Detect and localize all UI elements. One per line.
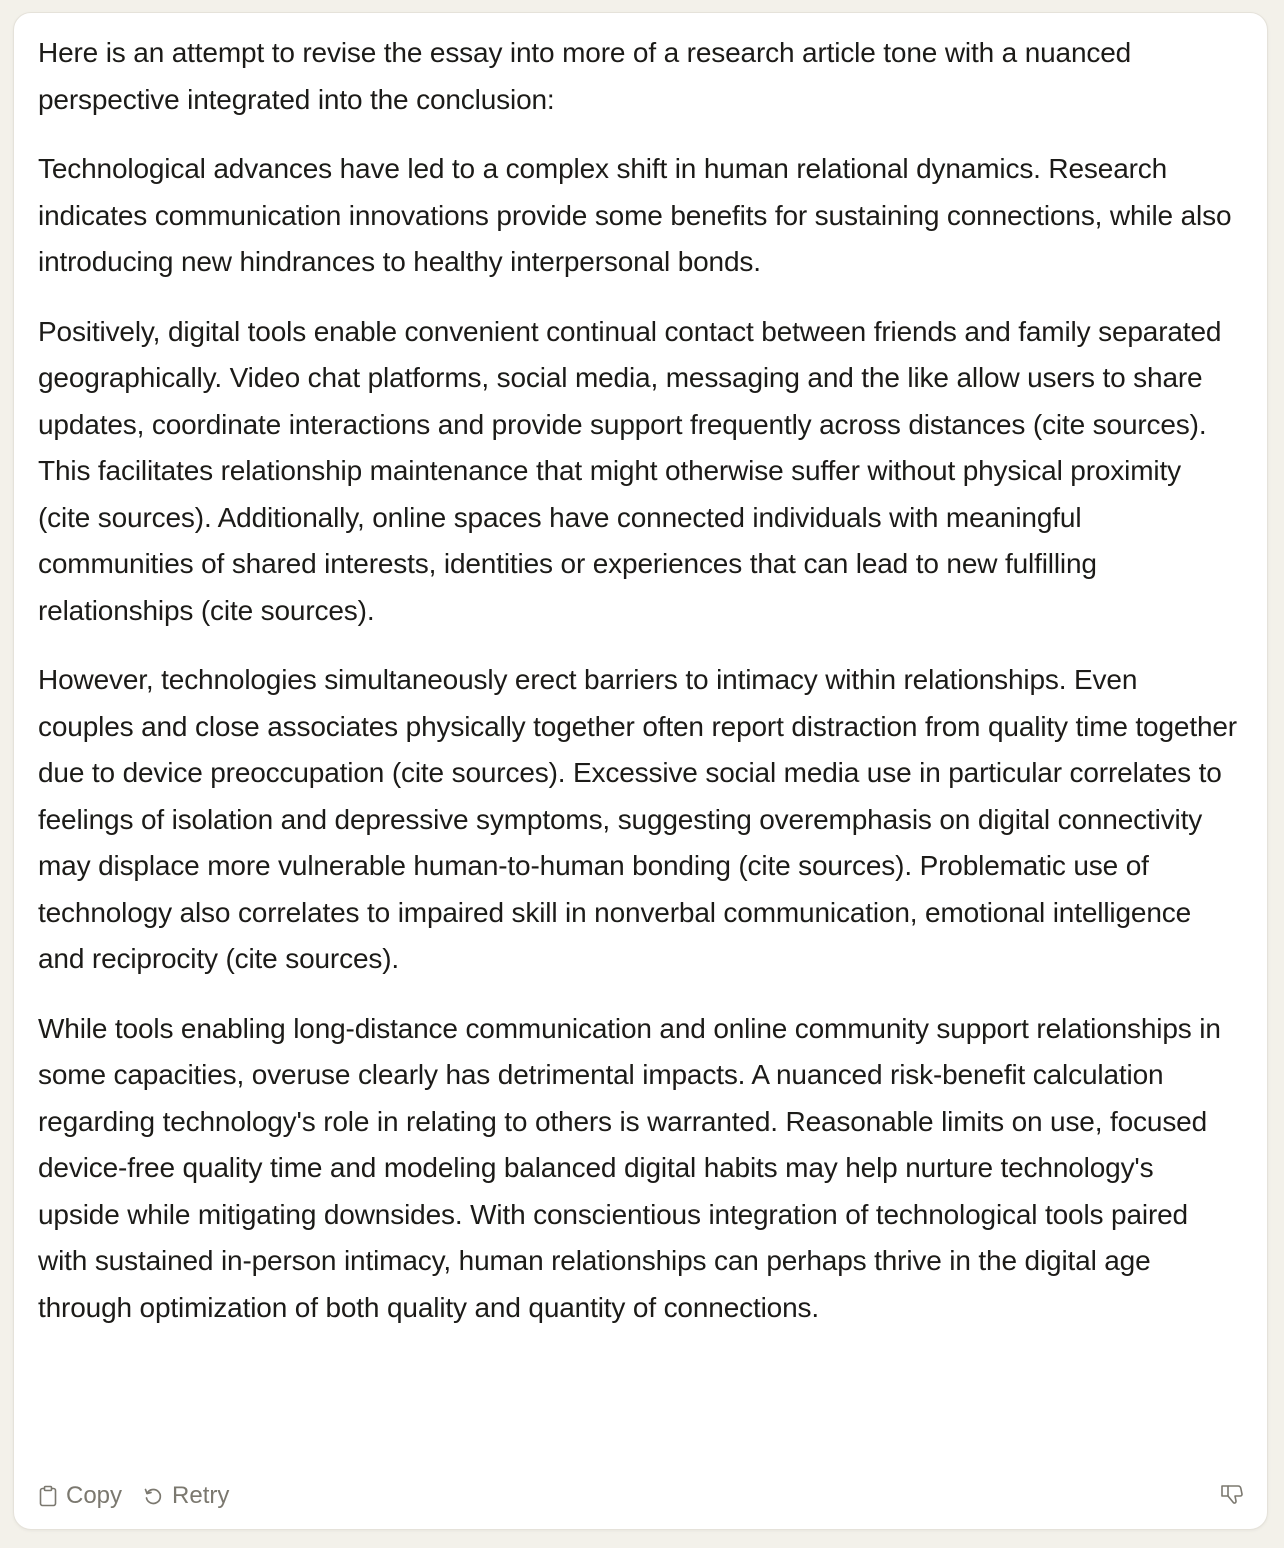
copy-label: Copy — [66, 1482, 123, 1509]
retry-button[interactable] — [142, 1482, 229, 1510]
thumbs-down-button[interactable] — [1219, 1483, 1245, 1509]
message-paragraph-benefits: Positively, digital tools enable convenient continual contact between friends and family separated geographically. Video chat platforms, social media, messaging and the like allow users to share updates, coordinate interactions and provide support frequently across distances (cite sources). This facilitates relationship maintenance that might otherwise suffer without physical proximity (cite sources). Additionally, online spaces have connected individuals with meaningful communities of shared interests, identities or experiences that can lead to new fulfilling relationships (cite sources). — [38, 315, 1222, 626]
message-paragraph-overview: Technological advances have led to a complex shift in human relational dynamics. Research indicates communication innovations provide some benefits for sustaining connections, while also introducing new hindrances to healthy interpersonal bonds. — [38, 153, 1232, 277]
copy-button[interactable] — [38, 1482, 122, 1510]
clipboard-icon — [38, 1485, 58, 1507]
message-actions — [38, 1479, 229, 1513]
thumbs-down-icon — [1220, 1483, 1244, 1510]
message-paragraph-conclusion: While tools enabling long-distance communication and online community support relationships in some capacities, overuse clearly has detrimental impacts. A nuanced risk-benefit calculation regarding technology's role in relating to others is warranted. Reasonable limits on use, focused device-free quality time and modeling balanced digital habits may help nurture technology's upside while mitigating downsides. With conscientious integration of technological tools paired with sustained in-person intimacy, human relationships can perhaps thrive in the digital age through optimization of both quality and quantity of connections. — [38, 1012, 1221, 1323]
message-body — [38, 30, 1238, 1354]
retry-icon — [142, 1485, 164, 1507]
message-paragraph-intro: Here is an attempt to revise the essay into more of a research article tone with a nuanced perspective integrated into the conclusion: — [38, 37, 1132, 115]
assistant-message-card — [13, 12, 1268, 1530]
retry-label: Retry — [172, 1482, 230, 1509]
message-paragraph-barriers: However, technologies simultaneously erect barriers to intimacy within relationships. Even couples and close associates physically together often report distraction from quality time together due to device preoccupation (cite sources). Excessive social media use in particular correlates to feelings of isolation and depressive symptoms, suggesting overemphasis on digital connectivity may displace more vulnerable human-to-human bonding (cite sources). Problematic use of technology also correlates to impaired skill in nonverbal communication, emotional intelligence and reciprocity (cite sources). — [38, 664, 1237, 974]
